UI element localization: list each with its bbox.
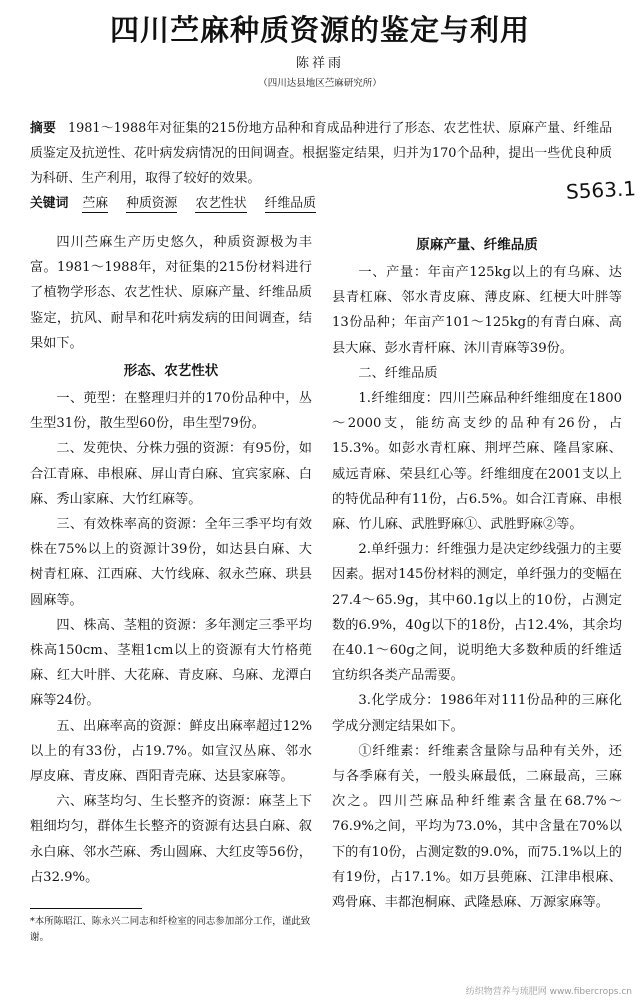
footnote: *本所陈昭江、陈永兴二同志和纤检室的同志参加部分工作，谨此致谢。 — [30, 916, 311, 943]
body-paragraph: 四、株高、茎粗的资源：多年测定三季平均株高150cm、茎粗1cm以上的资源有大竹格蔸麻、红大叶胖、大花麻、青皮麻、乌麻、龙潭白麻等24份。 — [30, 617, 312, 709]
cellulose-paragraph: ①纤维素：纤维素含量除与品种有关外，还与各季麻有关，一般头麻最低，二麻最高，三麻次之。四川苎麻品种纤维素含量在68.7%～76.9%之间，平均为73.0%，其中含量在70%以下的有10份，占测定数的9.0%，而75.1%以上的有19份，占17.1%。如万县蔸麻、江津串根麻、鸡骨麻、丰都泡桐麻、武隆悬麻、万源家麻等。 — [332, 743, 622, 911]
abstract-text: 1981～1988年对征集的215份地方品种和育成品种进行了形态、农艺性状、原麻产量、纤维品质鉴定及抗逆性、花叶病发病情况的田间调查。根据鉴定结果，归并为170个品种，提出一些优良种质为科研、生产利用，取得了较好的效果。 — [30, 121, 612, 186]
body-paragraph: 二、发蔸快、分株力强的资源：有95份，如合江青麻、串根麻、屏山青白麻、宜宾家麻、白麻、秀山家麻、大竹红麻等。 — [30, 441, 312, 507]
body-paragraph: 五、出麻率高的资源：鲜皮出麻率超过12%以上的有33份，占19.7%。如宣汉丛麻、邻水厚皮麻、青皮麻、酉阳青壳麻、达县家麻等。 — [30, 718, 312, 785]
body-paragraph: 六、麻茎均匀、生长整齐的资源：麻茎上下粗细均匀，群体生长整齐的资源有达县白麻、叙永白麻、邻水苎麻、秀山圆麻、大红皮等56份，占32.9%。 — [30, 794, 312, 885]
body-paragraph: 一、蔸型：在整理归并的170份品种中，丛生型31份，散生型60份，串生型79份。 — [30, 391, 312, 432]
strength-paragraph: 2.单纤强力：纤维强力是决定纱线强力的主要因素。据对145份材料的测定，单纤强力的变幅在27.4～65.9g，其中60.1g以上的10份，占测定数的6.9%，40g以下的18份，占12.4%，其余均在40.1～60g之间，说明绝大多数种质的纤维适宜纺织各类产品需要。 — [332, 542, 622, 684]
author-affiliation: （四川达县地区苎麻研究所） — [258, 78, 382, 89]
section-heading-yield-quality: 原麻产量、纤维品质 — [416, 237, 538, 253]
keyword: 种质资源 — [126, 196, 178, 211]
handwritten-classification-note: S563.1 — [565, 176, 637, 204]
site-watermark: 纺织物营养与琉肥网 www.fibercrops.cn — [465, 987, 632, 997]
body-paragraph: 三、有效株率高的资源：全年三季平均有效株在75%以上的资源计39份，如达县白麻、大树青杠麻、江西麻、大竹线麻、叙永苎麻、珙县圆麻等。 — [30, 517, 312, 608]
chemistry-paragraph: 3.化学成分：1986年对111份品种的三麻化学成分测定结果如下。 — [332, 693, 622, 734]
section-heading-morphology: 形态、农艺性状 — [123, 363, 219, 380]
abstract-block — [30, 116, 612, 191]
keyword: 农艺性状 — [195, 196, 247, 211]
right-column — [332, 230, 622, 915]
keyword: 纤维品质 — [264, 196, 316, 211]
author-name: 陈祥雨 — [295, 56, 344, 71]
footnote-divider — [30, 908, 142, 909]
intro-paragraph: 四川苎麻生产历史悠久，种质资源极为丰富。1981～1988年，对征集的215份材料进行了植物学形态、农艺性状、原麻产量、纤维品质鉴定，抗风、耐旱和花叶病发病的田间调查，结果如下。 — [30, 235, 312, 351]
yield-paragraph: 一、产量：年亩产125kg以上的有乌麻、达县青杠麻、邻水青皮麻、薄皮麻、红梗大叶胖等13份品种；年亩产101～125kg的有青白麻、高县大麻、彭水青杆麻、沐川青麻等39份。 — [332, 265, 622, 356]
article-title: 四川苎麻种质资源的鉴定与利用 — [109, 13, 530, 47]
keywords-line — [30, 192, 330, 211]
keyword: 苎麻 — [82, 196, 109, 211]
abstract-label: 摘要 — [30, 121, 56, 136]
fineness-paragraph: 1.纤维细度：四川苎麻品种纤维细度在1800～2000支，能纺高支纱的品种有26份，占15.3%。如彭水青杠麻、荆坪苎麻、隆昌家麻、威远青麻、荣县红心等。纤维细度在2001支以上的特优品种有11份，占6.5%。如合江青麻、串根麻、竹儿麻、武胜野麻①、武胜野麻②等。 — [332, 391, 622, 533]
left-column — [30, 230, 312, 890]
quality-subtitle: 二、纤维品质 — [358, 365, 438, 381]
keywords-label: 关键词 — [30, 196, 69, 211]
